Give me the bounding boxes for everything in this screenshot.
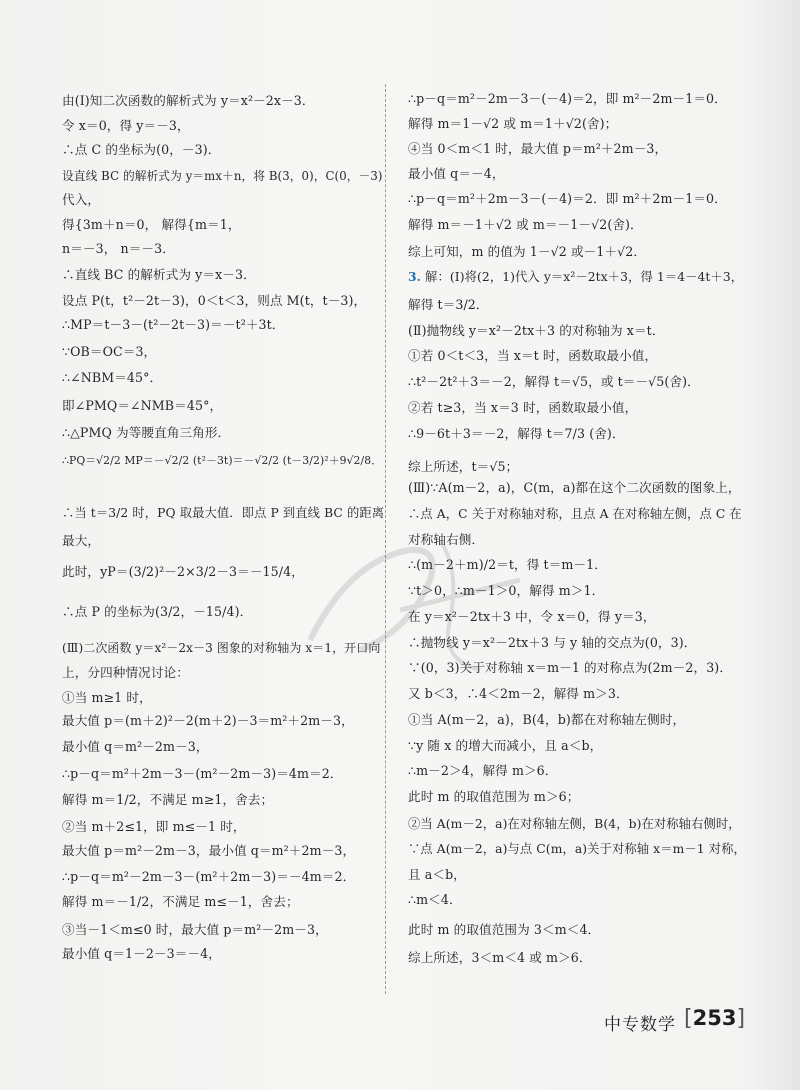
left-column-line: 上，分四种情况讨论： [62, 665, 189, 680]
left-column-line: 由(Ⅰ)知二次函数的解析式为 y＝x²－2x－3． [62, 93, 315, 108]
left-column-line: 此时，yP＝(3/2)²－2×3/2－3＝－15/4， [62, 564, 304, 579]
right-column-line: ∴m＜4． [408, 892, 462, 907]
left-column-line: 设点 P(t，t²－2t－3)，0＜t＜3，则点 M(t，t－3)， [62, 293, 367, 308]
left-column-line: ∴直线 BC 的解析式为 y＝x－3． [62, 267, 256, 282]
left-column-line: n＝－3， n＝－3． [62, 241, 175, 256]
right-column-line: 在 y＝x²－2tx＋3 中，令 x＝0，得 y＝3， [408, 609, 656, 624]
footer-label: 中专数学 [604, 1015, 676, 1035]
left-column-line: ②当 m＋2≤1，即 m≤－1 时， [62, 819, 246, 834]
right-column-line: 又 b＜3，∴4＜2m－2，解得 m＞3． [408, 686, 629, 701]
left-column-line: 最小值 q＝1－2－3＝－4， [62, 946, 221, 961]
page-number-bracket-open: [ [684, 1006, 693, 1031]
right-column-line: ∴t²－2t²＋3＝－2，解得 t＝√5，或 t＝－√5(舍)． [408, 374, 700, 389]
left-column-line: ∴当 t＝3/2 时，PQ 取最大值．即点 P 到直线 BC 的距离 [62, 506, 385, 520]
right-column-line: ∴(m－2＋m)/2＝t，得 t＝m－1． [408, 557, 607, 572]
right-column-line: (Ⅱ)抛物线 y＝x²－2tx＋3 的对称轴为 x＝t． [408, 323, 665, 338]
left-column-line: ∵OB＝OC＝3， [62, 344, 157, 359]
right-column-line: ∴p－q＝m²－2m－3－(－4)＝2，即 m²－2m－1＝0． [408, 91, 727, 106]
left-column-line: 最大值 p＝m²－2m－3，最小值 q＝m²＋2m－3， [62, 843, 356, 858]
right-column-line: 此时 m 的取值范围为 3＜m＜4． [408, 922, 601, 937]
page-number [684, 1006, 745, 1031]
right-column-line: (Ⅲ)∵A(m－2，a)，C(m，a)都在这个二次函数的图象上， [408, 480, 741, 495]
right-column-line: 对称轴右侧． [408, 532, 485, 547]
right-column-line: ④当 0＜m＜1 时，最大值 p＝m²＋2m－3， [408, 141, 668, 156]
left-column-line: ③当－1＜m≤0 时，最大值 p＝m²－2m－3， [62, 922, 328, 937]
right-column-line: 3. 解：(Ⅰ)将(2，1)代入 y＝x²－2tx＋3，得 1＝4－4t＋3， [408, 269, 744, 284]
right-column-line: ∵(0，3)关于对称轴 x＝m－1 的对称点为(2m－2，3)． [408, 660, 733, 675]
left-column-line: ①当 m≥1 时， [62, 690, 152, 705]
right-column-line: 此时 m 的取值范围为 m＞6； [408, 789, 580, 804]
left-column-line: 即∠PMQ＝∠NMB＝45°， [62, 398, 223, 413]
column-divider [385, 84, 386, 994]
left-column-line: 得{3m＋n＝0， 解得{m＝1， [62, 217, 241, 232]
left-column-line: 令 x＝0，得 y＝－3， [62, 118, 190, 133]
right-column-line: 解得 m＝1－√2 或 m＝1＋√2(舍)； [408, 116, 618, 131]
right-column-line: ∵点 A(m－2，a)与点 C(m，a)关于对称轴 x＝m－1 对称， [408, 842, 746, 856]
right-column-line: ∴m－2＞4，解得 m＞6． [408, 763, 558, 778]
page-edge-shadow [748, 0, 800, 1090]
right-column-line: ②若 t≥3，当 x＝3 时，函数取最小值， [408, 400, 638, 415]
right-column-line: ①若 0＜t＜3，当 x＝t 时，函数取最小值， [408, 348, 658, 363]
left-column-line: ∴∠NBM＝45°． [62, 370, 163, 385]
left-column-line: ∴△PMQ 为等腰直角三角形． [62, 425, 231, 440]
left-column-line: 最小值 q＝m²－2m－3， [62, 739, 209, 754]
right-column-line: 综上所述，t＝√5； [408, 459, 519, 474]
right-column-line: ①当 A(m－2，a)，B(4，b)都在对称轴左侧时， [408, 712, 686, 727]
right-column-line: ∴抛物线 y＝x²－2tx＋3 与 y 轴的交点为(0，3)． [408, 635, 697, 650]
left-column-line: 最大值 p＝(m＋2)²－2(m＋2)－3＝m²＋2m－3， [62, 713, 354, 728]
right-column-line: ∴9－6t＋3＝－2，解得 t＝7/3 (舍)． [408, 426, 625, 441]
right-column-line: 最小值 q＝－4， [408, 166, 505, 181]
left-column-line: ∴MP＝t－3－(t²－2t－3)＝－t²＋3t． [62, 317, 285, 332]
right-column-line: 且 a＜b， [408, 867, 466, 882]
right-column-line: 综上所述，3＜m＜4 或 m＞6． [408, 950, 592, 965]
left-column-line: ∴PQ＝√2/2 MP＝－√2/2 (t²－3t)＝－√2/2 (t－3/2)²＋9√2/8． [62, 454, 383, 467]
right-column-line: ∵t＞0，∴m－1＞0，解得 m＞1． [408, 583, 605, 598]
left-column-line: 解得 m＝－1/2，不满足 m≤－1，舍去； [62, 894, 299, 909]
left-column-line: (Ⅲ)二次函数 y＝x²－2x－3 图象的对称轴为 x＝1，开口向 [62, 641, 381, 655]
page-number-value: 253 [692, 1006, 737, 1030]
right-column-line: ②当 A(m－2，a)在对称轴左侧，B(4，b)在对称轴右侧时， [408, 817, 741, 831]
left-column-line: 解得 m＝1/2，不满足 m≥1，舍去； [62, 792, 274, 807]
page-number-bracket-close: ] [736, 1006, 746, 1031]
right-column-line: 综上可知，m 的值为 1－√2 或－1＋√2． [408, 244, 647, 259]
left-column-line: ∴点 P 的坐标为(3/2，－15/4)． [62, 604, 253, 619]
left-column-line: 最大， [62, 533, 101, 548]
right-column-line: ∴p－q＝m²＋2m－3－(－4)＝2．即 m²＋2m－1＝0． [408, 191, 727, 206]
left-column-line: 代入， [62, 192, 101, 207]
left-column-line: ∴点 C 的坐标为(0，－3)． [62, 142, 221, 157]
right-column-line: 解得 t＝3/2． [408, 297, 489, 312]
left-column-line: 设直线 BC 的解析式为 y＝mx＋n，将 B(3，0)，C(0，－3) [62, 169, 383, 183]
question-number: 3. [408, 269, 422, 284]
right-column-line: ∴点 A，C 关于对称轴对称，且点 A 在对称轴左侧，点 C 在 [408, 507, 742, 521]
left-column-line: ∴p－q＝m²－2m－3－(m²＋2m－3)＝－4m＝2． [62, 869, 356, 884]
right-column-line: 解得 m＝－1＋√2 或 m＝－1－√2(舍)． [408, 217, 643, 232]
left-column-line: ∴p－q＝m²＋2m－3－(m²－2m－3)＝4m＝2． [62, 766, 343, 781]
right-column-line: ∵y 随 x 的增大而减小，且 a＜b， [408, 738, 603, 753]
